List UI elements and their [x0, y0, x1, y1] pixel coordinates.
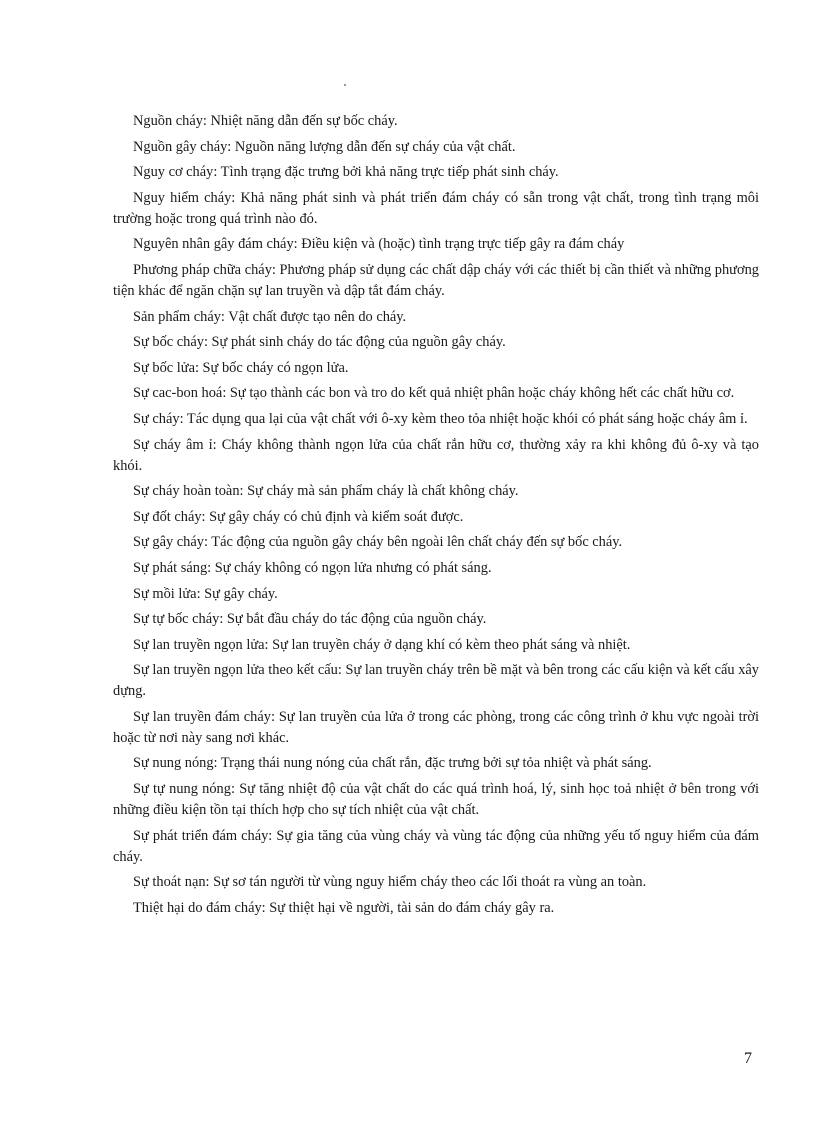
glossary-entry: Sự bốc lửa: Sự bốc cháy có ngọn lửa. — [133, 359, 349, 376]
glossary-entry: Sự gây cháy: Tác động của nguồn gây cháy bên ngoài lên chất cháy đến sự bốc cháy. — [133, 534, 623, 551]
glossary-entry: Sự cháy âm ỉ: Cháy không thành ngọn lửa của chất rắn hữu cơ, thường xảy ra khi không đủ ô-xy và tạo khói. — [113, 436, 759, 474]
glossary-entry: Sự cháy: Tác dụng qua lại của vật chất với ô-xy kèm theo tỏa nhiệt hoặc khói có phát sáng hoặc cháy âm ỉ. — [133, 410, 748, 427]
glossary-entry: Sự cac-bon hoá: Sự tạo thành các bon và tro do kết quả nhiệt phân hoặc cháy không hết các chất hữu cơ. — [133, 385, 735, 402]
glossary-entry: Sự lan truyền đám cháy: Sự lan truyền của lửa ở trong các phòng, trong các công trình ở khu vực ngoài trời hoặc từ nơi này sang nơi khác. — [113, 708, 759, 746]
glossary-entry: Sự đốt cháy: Sự gây cháy có chủ định và kiểm soát được. — [133, 508, 464, 525]
glossary-entry: Sản phẩm cháy: Vật chất được tạo nên do cháy. — [133, 308, 407, 325]
glossary-entry: Sự lan truyền ngọn lửa: Sự lan truyền cháy ở dạng khí có kèm theo phát sáng và nhiệt. — [133, 636, 631, 653]
glossary-entry: Nguồn gây cháy: Nguồn năng lượng dẫn đến sự cháy của vật chất. — [133, 138, 516, 155]
glossary-entry: Sự lan truyền ngọn lửa theo kết cấu: Sự lan truyền cháy trên bề mặt và bên trong các cấu kiện và kết cấu xây dựng. — [113, 662, 759, 700]
glossary-entry: Sự phát triển đám cháy: Sự gia tăng của vùng cháy và vùng tác động của những yếu tố nguy hiểm của đám cháy. — [113, 827, 759, 865]
glossary-entry: Sự bốc cháy: Sự phát sinh cháy do tác động của nguồn gây cháy. — [133, 334, 506, 351]
glossary-entry: Nguyên nhân gây đám cháy: Điều kiện và (hoặc) tình trạng trực tiếp gây ra đám cháy — [133, 236, 625, 253]
glossary-entry: Nguy hiểm cháy: Khả năng phát sinh và phát triển đám cháy có sẵn trong vật chất, trong tình trạng môi trường hoặc trong quá trình nào đó. — [113, 189, 759, 227]
glossary-entry: Sự nung nóng: Trạng thái nung nóng của chất rắn, đặc trưng bởi sự tỏa nhiệt và phát sáng. — [133, 755, 652, 772]
glossary-entry: Phương pháp chữa cháy: Phương pháp sử dụng các chất dập cháy với các thiết bị cần thiết và những phương tiện khác để ngăn chặn sự lan truyền và dập tắt đám cháy. — [113, 261, 759, 299]
glossary-entry: Nguồn cháy: Nhiệt năng dẫn đến sự bốc cháy. — [133, 113, 398, 129]
glossary-entry: Sự tự bốc cháy: Sự bắt đầu cháy do tác động của nguồn cháy. — [133, 611, 487, 628]
glossary-entry: Sự phát sáng: Sự cháy không có ngọn lửa nhưng có phát sáng. — [133, 559, 492, 576]
glossary-entry: Thiệt hại do đám cháy: Sự thiệt hại về người, tài sản do đám cháy gây ra. — [133, 899, 555, 916]
page-number: 7 — [744, 1050, 752, 1067]
scan-dot — [344, 84, 346, 86]
glossary-entry: Sự thoát nạn: Sự sơ tán người từ vùng nguy hiểm cháy theo các lối thoát ra vùng an toàn. — [133, 874, 647, 891]
glossary-entry: Nguy cơ cháy: Tình trạng đặc trưng bởi khả năng trực tiếp phát sinh cháy. — [133, 164, 559, 181]
glossary-entry: Sự mồi lửa: Sự gây cháy. — [133, 585, 278, 602]
glossary-entry: Sự cháy hoàn toàn: Sự cháy mà sản phẩm cháy là chất không cháy. — [133, 483, 519, 500]
glossary-text — [113, 111, 759, 923]
glossary-entry: Sự tự nung nóng: Sự tăng nhiệt độ của vật chất do các quá trình hoá, lý, sinh học toả nhiệt ở bên trong với những điều kiện tồn tại thích hợp cho sự tích nhiệt của vật chất. — [113, 781, 759, 819]
